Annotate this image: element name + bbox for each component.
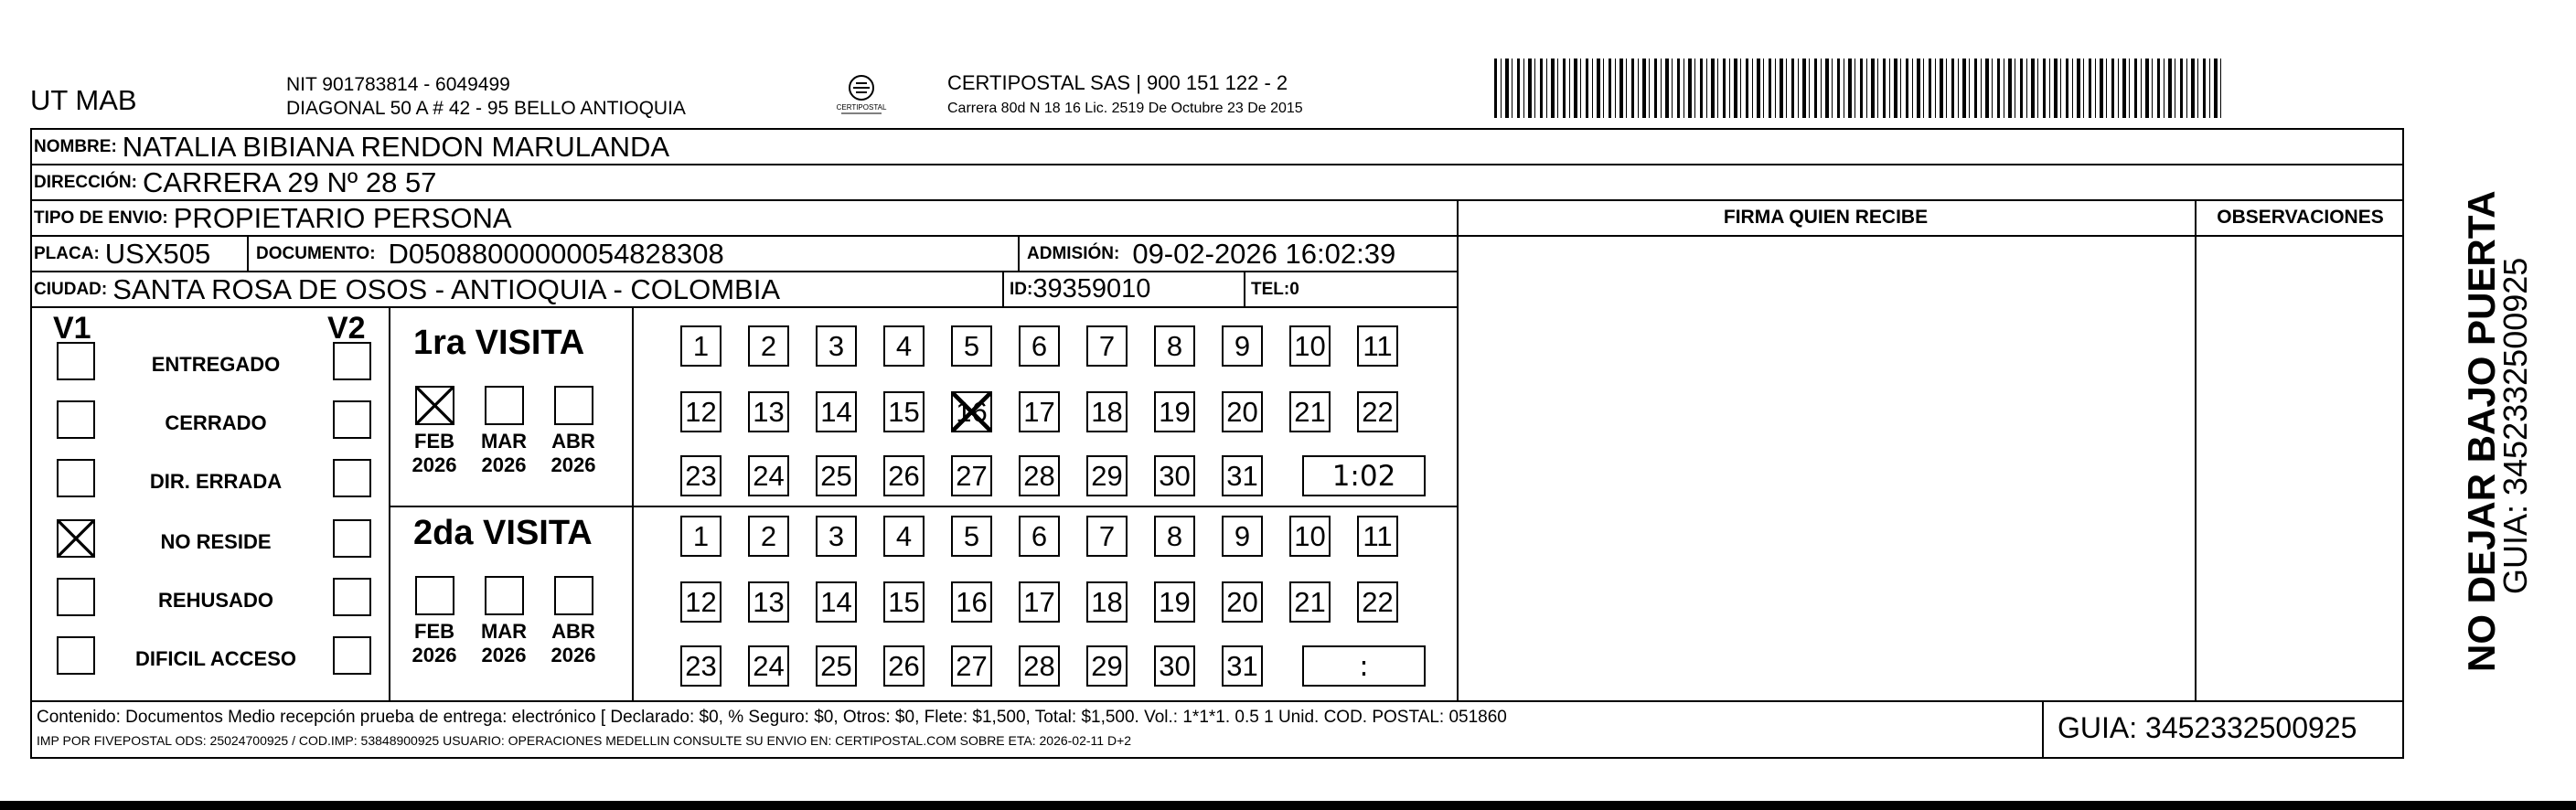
visit1-month-year: 2026 bbox=[481, 453, 527, 476]
visit2-day-box[interactable]: 16 bbox=[951, 581, 992, 623]
side-warning: NO DEJAR BAJO PUERTA bbox=[2460, 190, 2503, 672]
visit2-day-box[interactable]: 24 bbox=[748, 645, 789, 687]
visit1-day-box[interactable]: 15 bbox=[883, 391, 925, 432]
status-option-label: ENTREGADO bbox=[151, 353, 281, 376]
visit-separator bbox=[390, 506, 1457, 507]
visit2-day-box[interactable]: 15 bbox=[883, 581, 925, 623]
visit1-day-box[interactable]: 23 bbox=[680, 455, 721, 496]
visit1-title: 1ra VISITA bbox=[413, 324, 585, 362]
tel-cell bbox=[1244, 272, 1299, 306]
visit2-day-box[interactable]: 27 bbox=[951, 645, 992, 687]
certipostal-logo bbox=[834, 73, 889, 119]
v2-checkbox[interactable] bbox=[333, 519, 371, 558]
visit2-day-box[interactable]: 29 bbox=[1086, 645, 1128, 687]
visit2-day-box[interactable]: 4 bbox=[883, 516, 925, 557]
visit2-month-label: ABR bbox=[551, 620, 595, 643]
id-cell bbox=[1002, 272, 1150, 306]
visit2-day-box[interactable]: 20 bbox=[1222, 581, 1263, 623]
visit2-month-checkbox[interactable] bbox=[485, 576, 524, 615]
visit1-month-label: MAR bbox=[480, 430, 528, 453]
visit2-day-box[interactable]: 14 bbox=[816, 581, 857, 623]
visit2-day-box[interactable]: 13 bbox=[748, 581, 789, 623]
v2-checkbox[interactable] bbox=[333, 578, 371, 616]
visit1-day-box[interactable]: 22 bbox=[1357, 391, 1398, 432]
visit1-day-box[interactable]: 11 bbox=[1357, 325, 1398, 367]
visit2-day-box[interactable]: 6 bbox=[1019, 516, 1060, 557]
visit1-day-box[interactable]: 5 bbox=[951, 325, 992, 367]
ciudad-label: CIUDAD: bbox=[34, 279, 108, 299]
visit2-month-checkbox[interactable] bbox=[415, 576, 454, 615]
v1-checkbox[interactable] bbox=[57, 342, 95, 380]
direccion-row bbox=[30, 165, 2402, 201]
nombre-value: NATALIA BIBIANA RENDON MARULANDA bbox=[122, 130, 670, 163]
visit2-day-box[interactable]: 28 bbox=[1019, 645, 1060, 687]
visit1-day-box[interactable]: 14 bbox=[816, 391, 857, 432]
nombre-row bbox=[30, 130, 2402, 165]
visit1-day-box[interactable]: 31 bbox=[1222, 455, 1263, 496]
visit2-day-box[interactable]: 18 bbox=[1086, 581, 1128, 623]
sender-address: DIAGONAL 50 A # 42 - 95 BELLO ANTIOQUIA bbox=[286, 98, 686, 119]
visit1-month-checkbox[interactable] bbox=[415, 386, 454, 425]
visit2-month-year: 2026 bbox=[412, 644, 457, 666]
barcode bbox=[1494, 59, 2226, 118]
visit2-day-box[interactable]: 21 bbox=[1289, 581, 1331, 623]
admision-label: ADMISIÓN: bbox=[1027, 243, 1120, 263]
visit2-day-box[interactable]: 9 bbox=[1222, 516, 1263, 557]
v2-checkbox[interactable] bbox=[333, 342, 371, 380]
visit1-day-box[interactable]: 18 bbox=[1086, 391, 1128, 432]
firma-label: FIRMA QUIEN RECIBE bbox=[1723, 207, 1929, 228]
visit1-day-box[interactable]: 13 bbox=[748, 391, 789, 432]
footer-contenido: Contenido: Documentos Medio recepción prueba de entrega: electrónico [ Declarado: $0, % Seguro: $0, Otros: $0, Flete: $1,500, Total: $1,500. Vol.: 1*1*1. 0.5 1 Unid. COD. POSTAL: 051860 bbox=[37, 708, 1507, 727]
admision-value: 09-02-2026 16:02:39 bbox=[1132, 237, 1396, 270]
v1-checkbox[interactable] bbox=[57, 578, 95, 616]
visit2-month-checkbox[interactable] bbox=[554, 576, 593, 615]
visit2-day-box[interactable]: 12 bbox=[680, 581, 721, 623]
admision-cell bbox=[1018, 237, 1395, 271]
nombre-label: NOMBRE: bbox=[34, 136, 117, 156]
placa-label: PLACA: bbox=[34, 243, 100, 263]
visit2-day-box[interactable]: 26 bbox=[883, 645, 925, 687]
visit2-day-box[interactable]: 30 bbox=[1154, 645, 1195, 687]
v2-checkbox[interactable] bbox=[333, 636, 371, 675]
id-value: 39359010 bbox=[1032, 274, 1151, 304]
visit1-day-box[interactable]: 7 bbox=[1086, 325, 1128, 367]
sender-nit: NIT 901783814 - 6049499 bbox=[286, 74, 510, 95]
visit2-day-box[interactable]: 25 bbox=[816, 645, 857, 687]
visit1-month-checkbox[interactable] bbox=[554, 386, 593, 425]
tel-value: 0 bbox=[1289, 279, 1299, 299]
visit2-day-box[interactable]: 31 bbox=[1222, 645, 1263, 687]
bottom-edge bbox=[0, 801, 2576, 810]
visit1-day-box[interactable]: 25 bbox=[816, 455, 857, 496]
v1-checkbox[interactable] bbox=[57, 636, 95, 675]
visit1-day-box[interactable]: 19 bbox=[1154, 391, 1195, 432]
v2-label: V2 bbox=[327, 311, 366, 346]
visit2-month-year: 2026 bbox=[481, 644, 527, 666]
visit1-month-label: FEB bbox=[414, 430, 454, 453]
visit1-day-box[interactable]: 27 bbox=[951, 455, 992, 496]
visit1-day-box[interactable]: 20 bbox=[1222, 391, 1263, 432]
visit1-day-box[interactable]: 10 bbox=[1289, 325, 1331, 367]
visit1-month-label: ABR bbox=[551, 430, 595, 453]
tipo-value: PROPIETARIO PERSONA bbox=[173, 201, 512, 234]
footer-guia: GUIA: 3452332500925 bbox=[2058, 711, 2357, 744]
tipo-row bbox=[30, 201, 1457, 237]
documento-cell bbox=[247, 237, 724, 271]
observaciones-label: OBSERVACIONES bbox=[2217, 207, 2384, 228]
visit2-month-label: FEB bbox=[414, 620, 454, 643]
visit1-day-box[interactable]: 8 bbox=[1154, 325, 1195, 367]
v1-checkbox[interactable] bbox=[57, 519, 95, 558]
visit2-day-box[interactable]: 11 bbox=[1357, 516, 1398, 557]
visit1-day-box[interactable]: 12 bbox=[680, 391, 721, 432]
footer-line bbox=[30, 700, 2404, 702]
direccion-value: CARRERA 29 Nº 28 57 bbox=[142, 165, 437, 198]
visit1-day-box[interactable]: 21 bbox=[1289, 391, 1331, 432]
v1-checkbox[interactable] bbox=[57, 459, 95, 497]
visit1-time-box[interactable]: 1:02 bbox=[1302, 455, 1426, 496]
visit1-month-year: 2026 bbox=[412, 453, 457, 476]
company-name: UT MAB bbox=[30, 84, 137, 116]
visit1-day-box[interactable]: 2 bbox=[748, 325, 789, 367]
visit1-day-box[interactable]: 30 bbox=[1154, 455, 1195, 496]
documento-value: D05088000000054828308 bbox=[388, 237, 724, 270]
status-option-label: REHUSADO bbox=[158, 589, 273, 612]
side-guia: GUIA: 3452332500925 bbox=[2496, 257, 2534, 594]
visit2-day-box[interactable]: 3 bbox=[816, 516, 857, 557]
visit2-day-box[interactable]: 7 bbox=[1086, 516, 1128, 557]
documento-label: DOCUMENTO: bbox=[256, 243, 376, 263]
tipo-label: TIPO DE ENVIO: bbox=[34, 208, 168, 228]
visit2-day-box[interactable]: 8 bbox=[1154, 516, 1195, 557]
visit2-day-box[interactable]: 23 bbox=[680, 645, 721, 687]
carrier-license: Carrera 80d N 18 16 Lic. 2519 De Octubre 23 De 2015 bbox=[947, 101, 1303, 116]
tel-label: TEL: bbox=[1251, 279, 1290, 299]
visit1-day-box[interactable]: 28 bbox=[1019, 455, 1060, 496]
visit2-day-box[interactable]: 5 bbox=[951, 516, 992, 557]
placa-value: USX505 bbox=[104, 237, 211, 270]
visit2-time-box[interactable]: : bbox=[1302, 645, 1426, 687]
status-option-label: NO RESIDE bbox=[160, 530, 272, 553]
visit1-day-box[interactable]: 6 bbox=[1019, 325, 1060, 367]
ciudad-row bbox=[30, 272, 1457, 308]
visit2-day-box[interactable]: 10 bbox=[1289, 516, 1331, 557]
visit1-month-year: 2026 bbox=[550, 453, 596, 476]
footer-imp: IMP POR FIVEPOSTAL ODS: 25024700925 / COD.IMP: 53848900925 USUARIO: OPERACIONES MEDELLIN CONSULTE SU ENVIO EN: CERTIPOSTAL.COM SOBRE ETA: 2026-02-11 D+2 bbox=[37, 733, 1132, 748]
footer-guia-divider bbox=[2042, 700, 2044, 757]
signature-divider bbox=[1457, 201, 1459, 702]
v2-checkbox[interactable] bbox=[333, 459, 371, 497]
visit2-month-year: 2026 bbox=[550, 644, 596, 666]
header bbox=[0, 0, 2576, 128]
status-option-label: DIR. ERRADA bbox=[149, 470, 283, 493]
visit1-day-box[interactable]: 4 bbox=[883, 325, 925, 367]
visit1-day-box[interactable]: 17 bbox=[1019, 391, 1060, 432]
status-option-label: DIFICIL ACCESO bbox=[134, 647, 296, 670]
visit1-day-box[interactable]: 9 bbox=[1222, 325, 1263, 367]
visit2-day-box[interactable]: 22 bbox=[1357, 581, 1398, 623]
visit2-day-box[interactable]: 2 bbox=[748, 516, 789, 557]
carrier-name: CERTIPOSTAL SAS | 900 151 122 - 2 bbox=[947, 71, 1288, 94]
visit2-day-box[interactable]: 19 bbox=[1154, 581, 1195, 623]
visit2-day-box[interactable]: 1 bbox=[680, 516, 721, 557]
direccion-label: DIRECCIÓN: bbox=[34, 172, 137, 192]
status-option-label: CERRADO bbox=[165, 411, 267, 434]
visit1-day-box[interactable]: 1 bbox=[680, 325, 721, 367]
visit1-day-box[interactable]: 24 bbox=[748, 455, 789, 496]
visit1-day-box[interactable]: 26 bbox=[883, 455, 925, 496]
id-label: ID: bbox=[1010, 279, 1033, 299]
visit1-day-box[interactable]: 3 bbox=[816, 325, 857, 367]
v1-checkbox[interactable] bbox=[57, 400, 95, 439]
v2-checkbox[interactable] bbox=[333, 400, 371, 439]
visit2-day-box[interactable]: 17 bbox=[1019, 581, 1060, 623]
visit1-month-checkbox[interactable] bbox=[485, 386, 524, 425]
visit1-day-box[interactable]: 16 bbox=[951, 391, 992, 432]
visit2-month-label: MAR bbox=[480, 620, 528, 643]
ciudad-value: SANTA ROSA DE OSOS - ANTIOQUIA - COLOMBIA bbox=[112, 272, 781, 305]
signature-header-line bbox=[1457, 235, 2404, 237]
visit1-day-box[interactable]: 29 bbox=[1086, 455, 1128, 496]
logo-text: CERTIPOSTAL bbox=[836, 103, 887, 112]
v1-label: V1 bbox=[53, 311, 91, 346]
observaciones-divider bbox=[2195, 201, 2197, 702]
visit2-title: 2da VISITA bbox=[413, 514, 593, 552]
